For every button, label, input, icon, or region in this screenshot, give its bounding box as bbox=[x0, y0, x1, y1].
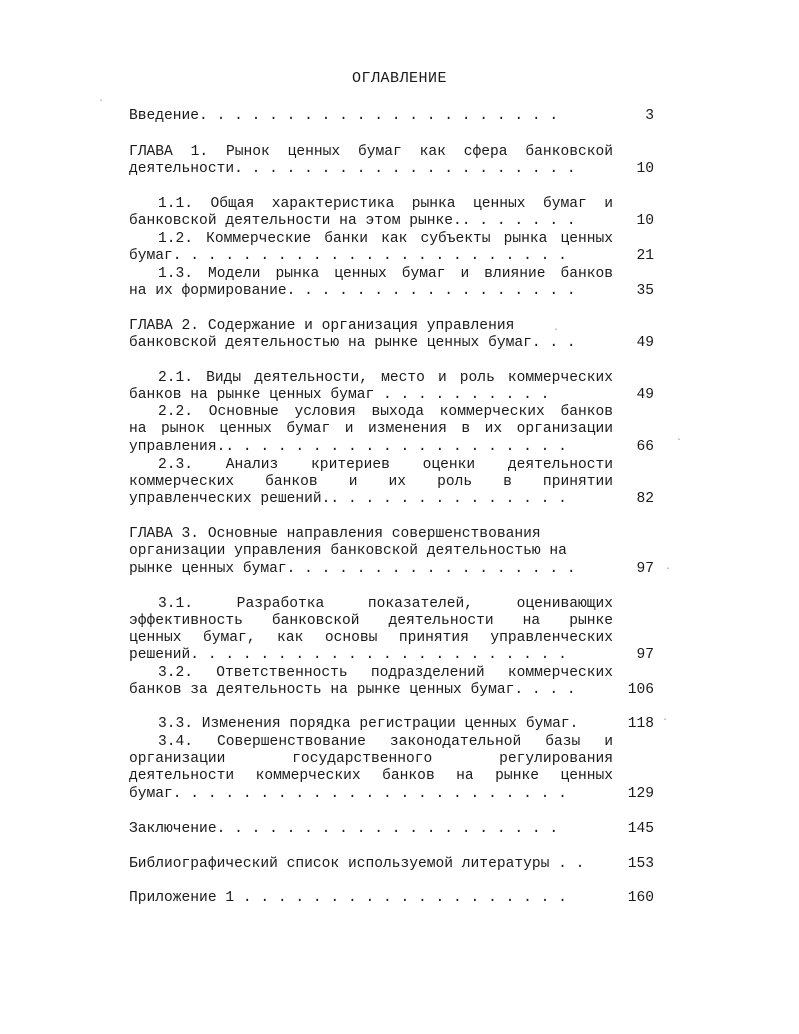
toc-page-number: 21 bbox=[636, 248, 654, 264]
toc-page-number: 97 bbox=[636, 647, 654, 663]
toc-page-number: 10 bbox=[636, 161, 654, 177]
toc-section-3-4-line3: деятельности коммерческих банков на рынке ценных bbox=[129, 768, 613, 784]
toc-page-number: 49 bbox=[636, 335, 654, 351]
toc-section-1-3-line2: на их формирование. . . . . . . . . . . . . . . . . bbox=[129, 283, 576, 299]
scan-speck: · bbox=[98, 96, 105, 107]
toc-section-3-1-line2: эффективность банковской деятельности на рынке bbox=[129, 613, 613, 629]
scan-speck: · bbox=[553, 325, 560, 336]
toc-page-number: 49 bbox=[636, 387, 654, 403]
toc-chapter-2-line1: ГЛАВА 2. Содержание и организация управления bbox=[129, 318, 515, 334]
toc-section-3-1-line4: решений. . . . . . . . . . . . . . . . . . . . . . bbox=[129, 647, 567, 663]
toc-page-number: 153 bbox=[627, 856, 654, 872]
toc-section-2-3-line1: 2.3. Анализ критериев оценки деятельности bbox=[158, 457, 613, 473]
toc-page-number: 145 bbox=[627, 821, 654, 837]
toc-chapter-2-line2: банковской деятельностью на рынке ценных бумаг. . . bbox=[129, 335, 576, 351]
toc-section-1-2-line1: 1.2. Коммерческие банки как субъекты рынка ценных bbox=[158, 231, 613, 247]
toc-page-number: 106 bbox=[627, 682, 654, 698]
scan-speck: · bbox=[665, 564, 672, 575]
toc-entry-intro: Введение. . . . . . . . . . . . . . . . . . . . . bbox=[129, 108, 559, 124]
toc-entry-appendix: Приложение 1 . . . . . . . . . . . . . . . . . . . bbox=[129, 890, 567, 906]
toc-section-3-4-line2: организации государственного регулирования bbox=[129, 751, 613, 767]
toc-chapter-1-line1: ГЛАВА 1. Рынок ценных бумаг как сфера банковской bbox=[129, 144, 613, 160]
toc-page-number: 66 bbox=[636, 439, 654, 455]
toc-section-2-2-line3: управления.. . . . . . . . . . . . . . . . . . . . bbox=[129, 439, 567, 455]
toc-section-1-1-line1: 1.1. Общая характеристика рынка ценных бумаг и bbox=[158, 196, 613, 212]
toc-section-1-3-line1: 1.3. Модели рынка ценных бумаг и влияние банков bbox=[158, 266, 613, 282]
toc-section-3-4-line4: бумаг. . . . . . . . . . . . . . . . . . . . . . . bbox=[129, 786, 567, 802]
toc-page-number: 35 bbox=[636, 283, 654, 299]
toc-page-number: 160 bbox=[627, 890, 654, 906]
toc-page-number: 97 bbox=[636, 561, 654, 577]
toc-page-number: 3 bbox=[645, 108, 654, 124]
toc-chapter-1-line2: деятельности. . . . . . . . . . . . . . . . . . . . bbox=[129, 161, 576, 177]
toc-chapter-3-line2: организации управления банковской деятельностью на bbox=[129, 543, 567, 559]
toc-page-number: 129 bbox=[627, 786, 654, 802]
toc-entry-conclusion: Заключение. . . . . . . . . . . . . . . . . . . . bbox=[129, 821, 559, 837]
toc-page-number: 82 bbox=[636, 491, 654, 507]
page-title: ОГЛАВЛЕНИЕ bbox=[351, 70, 447, 87]
toc-section-1-1-line2: банковской деятельности на этом рынке.. . . . . . . bbox=[129, 213, 576, 229]
toc-section-2-1-line2: банков на рынке ценных бумаг . . . . . . . . . . bbox=[129, 387, 550, 403]
toc-section-1-2-line2: бумаг. . . . . . . . . . . . . . . . . . . . . . . bbox=[129, 248, 567, 264]
toc-section-2-3-line3: управленческих решений.. . . . . . . . . . . . . . bbox=[129, 491, 567, 507]
toc-section-3-3-line1: 3.3. Изменения порядка регистрации ценных бумаг. bbox=[158, 716, 579, 732]
toc-entry-bibliography: Библиографический список используемой литературы . . bbox=[129, 856, 585, 872]
toc-page-number: 10 bbox=[636, 213, 654, 229]
scan-speck: · bbox=[662, 715, 669, 726]
toc-section-2-1-line1: 2.1. Виды деятельности, место и роль коммерческих bbox=[158, 370, 613, 386]
toc-section-3-1-line1: 3.1. Разработка показателей, оценивающих bbox=[158, 596, 613, 612]
toc-section-3-2-line2: банков за деятельность на рынке ценных бумаг. . . . bbox=[129, 682, 576, 698]
toc-chapter-3-line3: рынке ценных бумаг. . . . . . . . . . . . . . . . . bbox=[129, 561, 576, 577]
toc-section-3-2-line1: 3.2. Ответственность подразделений коммерческих bbox=[158, 665, 613, 681]
scan-speck: · bbox=[676, 435, 683, 446]
toc-section-3-1-line3: ценных бумаг, как основы принятия управленческих bbox=[129, 630, 613, 646]
toc-section-2-3-line2: коммерческих банков и их роль в принятии bbox=[129, 474, 613, 490]
toc-page-number: 118 bbox=[627, 716, 654, 732]
toc-section-2-2-line1: 2.2. Основные условия выхода коммерческих банков bbox=[158, 404, 613, 420]
toc-chapter-3-line1: ГЛАВА 3. Основные направления совершенствования bbox=[129, 526, 541, 542]
toc-section-2-2-line2: на рынок ценных бумаг и изменения в их организации bbox=[129, 421, 613, 437]
toc-section-3-4-line1: 3.4. Совершенствование законодательной базы и bbox=[158, 734, 613, 750]
